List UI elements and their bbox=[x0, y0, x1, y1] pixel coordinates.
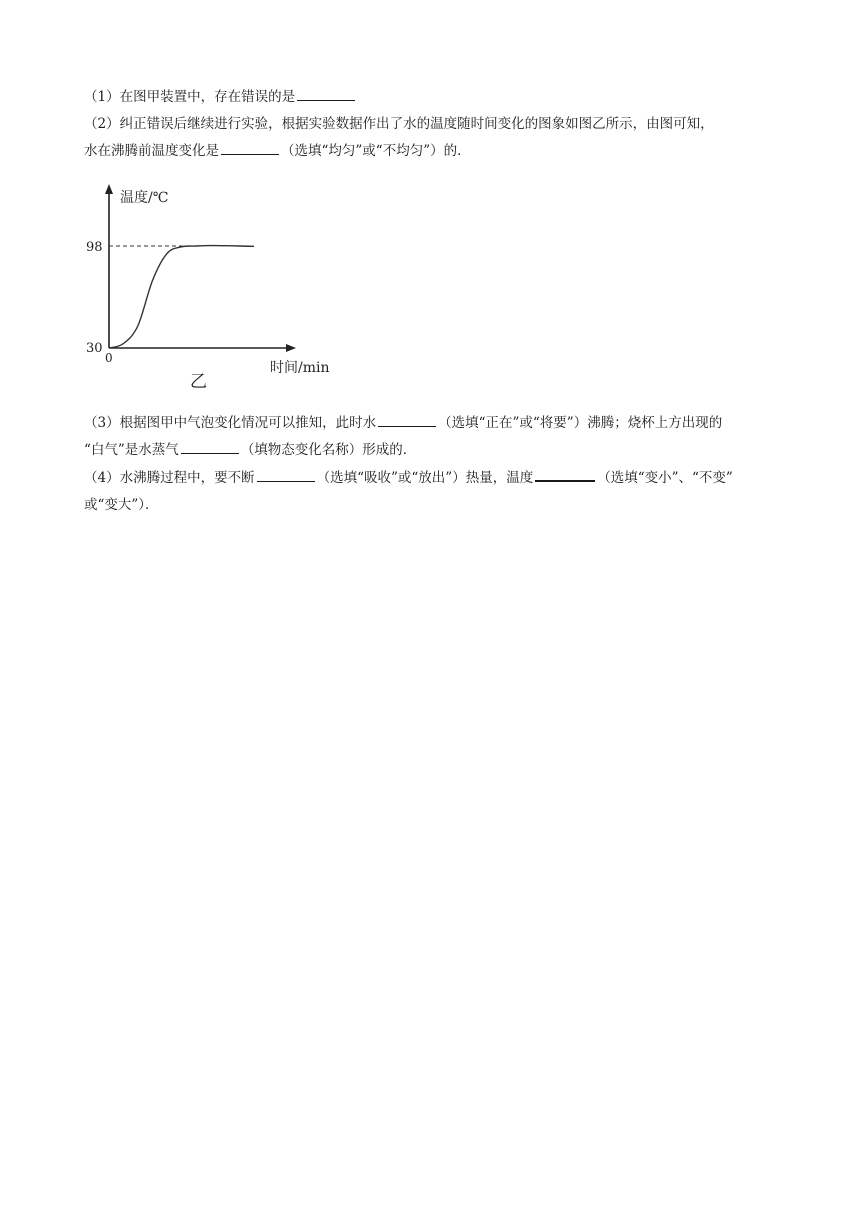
question-4 bbox=[84, 466, 778, 516]
graph-svg bbox=[82, 180, 352, 398]
question-4-text-a: （4）水沸腾过程中，要不断 bbox=[84, 470, 255, 486]
answer-blank-2[interactable] bbox=[221, 140, 279, 155]
answer-blank-3[interactable] bbox=[378, 412, 436, 427]
question-1-text: （1）在图甲装置中，存在错误的是 bbox=[84, 89, 296, 105]
question-4-text-b: （选填“吸收”或“放出”）热量，温度 bbox=[316, 470, 534, 486]
answer-blank-5[interactable] bbox=[257, 467, 315, 482]
tick-label-98: 98 bbox=[86, 240, 103, 255]
question-4-line-2: 或“变大”）． bbox=[84, 497, 159, 513]
tick-label-30: 30 bbox=[86, 341, 103, 356]
question-3-text-b: （选填“正在”或“将要”）沸腾；烧杯上方出现的 bbox=[438, 415, 723, 431]
figure-caption: 乙 bbox=[190, 372, 207, 392]
question-3 bbox=[84, 412, 778, 461]
question-3-text-c: “白气”是水蒸气 bbox=[84, 442, 179, 458]
x-axis-label: 时间/min bbox=[270, 360, 330, 376]
question-2 bbox=[84, 113, 778, 162]
origin-label: 0 bbox=[105, 351, 113, 365]
y-axis-arrow bbox=[105, 184, 113, 194]
question-1 bbox=[84, 86, 778, 108]
y-axis-label: 温度/℃ bbox=[120, 190, 169, 206]
question-2-text-b: （选填“均匀”或“不均匀”）的． bbox=[281, 143, 471, 159]
question-3-text-a: （3）根据图甲中气泡变化情况可以推知，此时水 bbox=[84, 415, 377, 431]
answer-blank-1[interactable] bbox=[297, 86, 355, 101]
temperature-curve bbox=[109, 246, 254, 348]
x-axis-arrow bbox=[286, 344, 296, 352]
question-3-text-d: （填物态变化名称）形成的． bbox=[240, 442, 417, 458]
question-2-text-a: 水在沸腾前温度变化是 bbox=[84, 143, 219, 159]
answer-blank-6[interactable] bbox=[535, 466, 595, 482]
question-4-text-c: （选填“变小”、“不变” bbox=[597, 470, 733, 486]
question-2-line-1: （2）纠正错误后继续进行实验，根据实验数据作出了水的温度随时间变化的图象如图乙所示，由图可知， bbox=[84, 116, 714, 132]
answer-blank-4[interactable] bbox=[181, 439, 239, 454]
temperature-time-graph bbox=[82, 180, 352, 398]
